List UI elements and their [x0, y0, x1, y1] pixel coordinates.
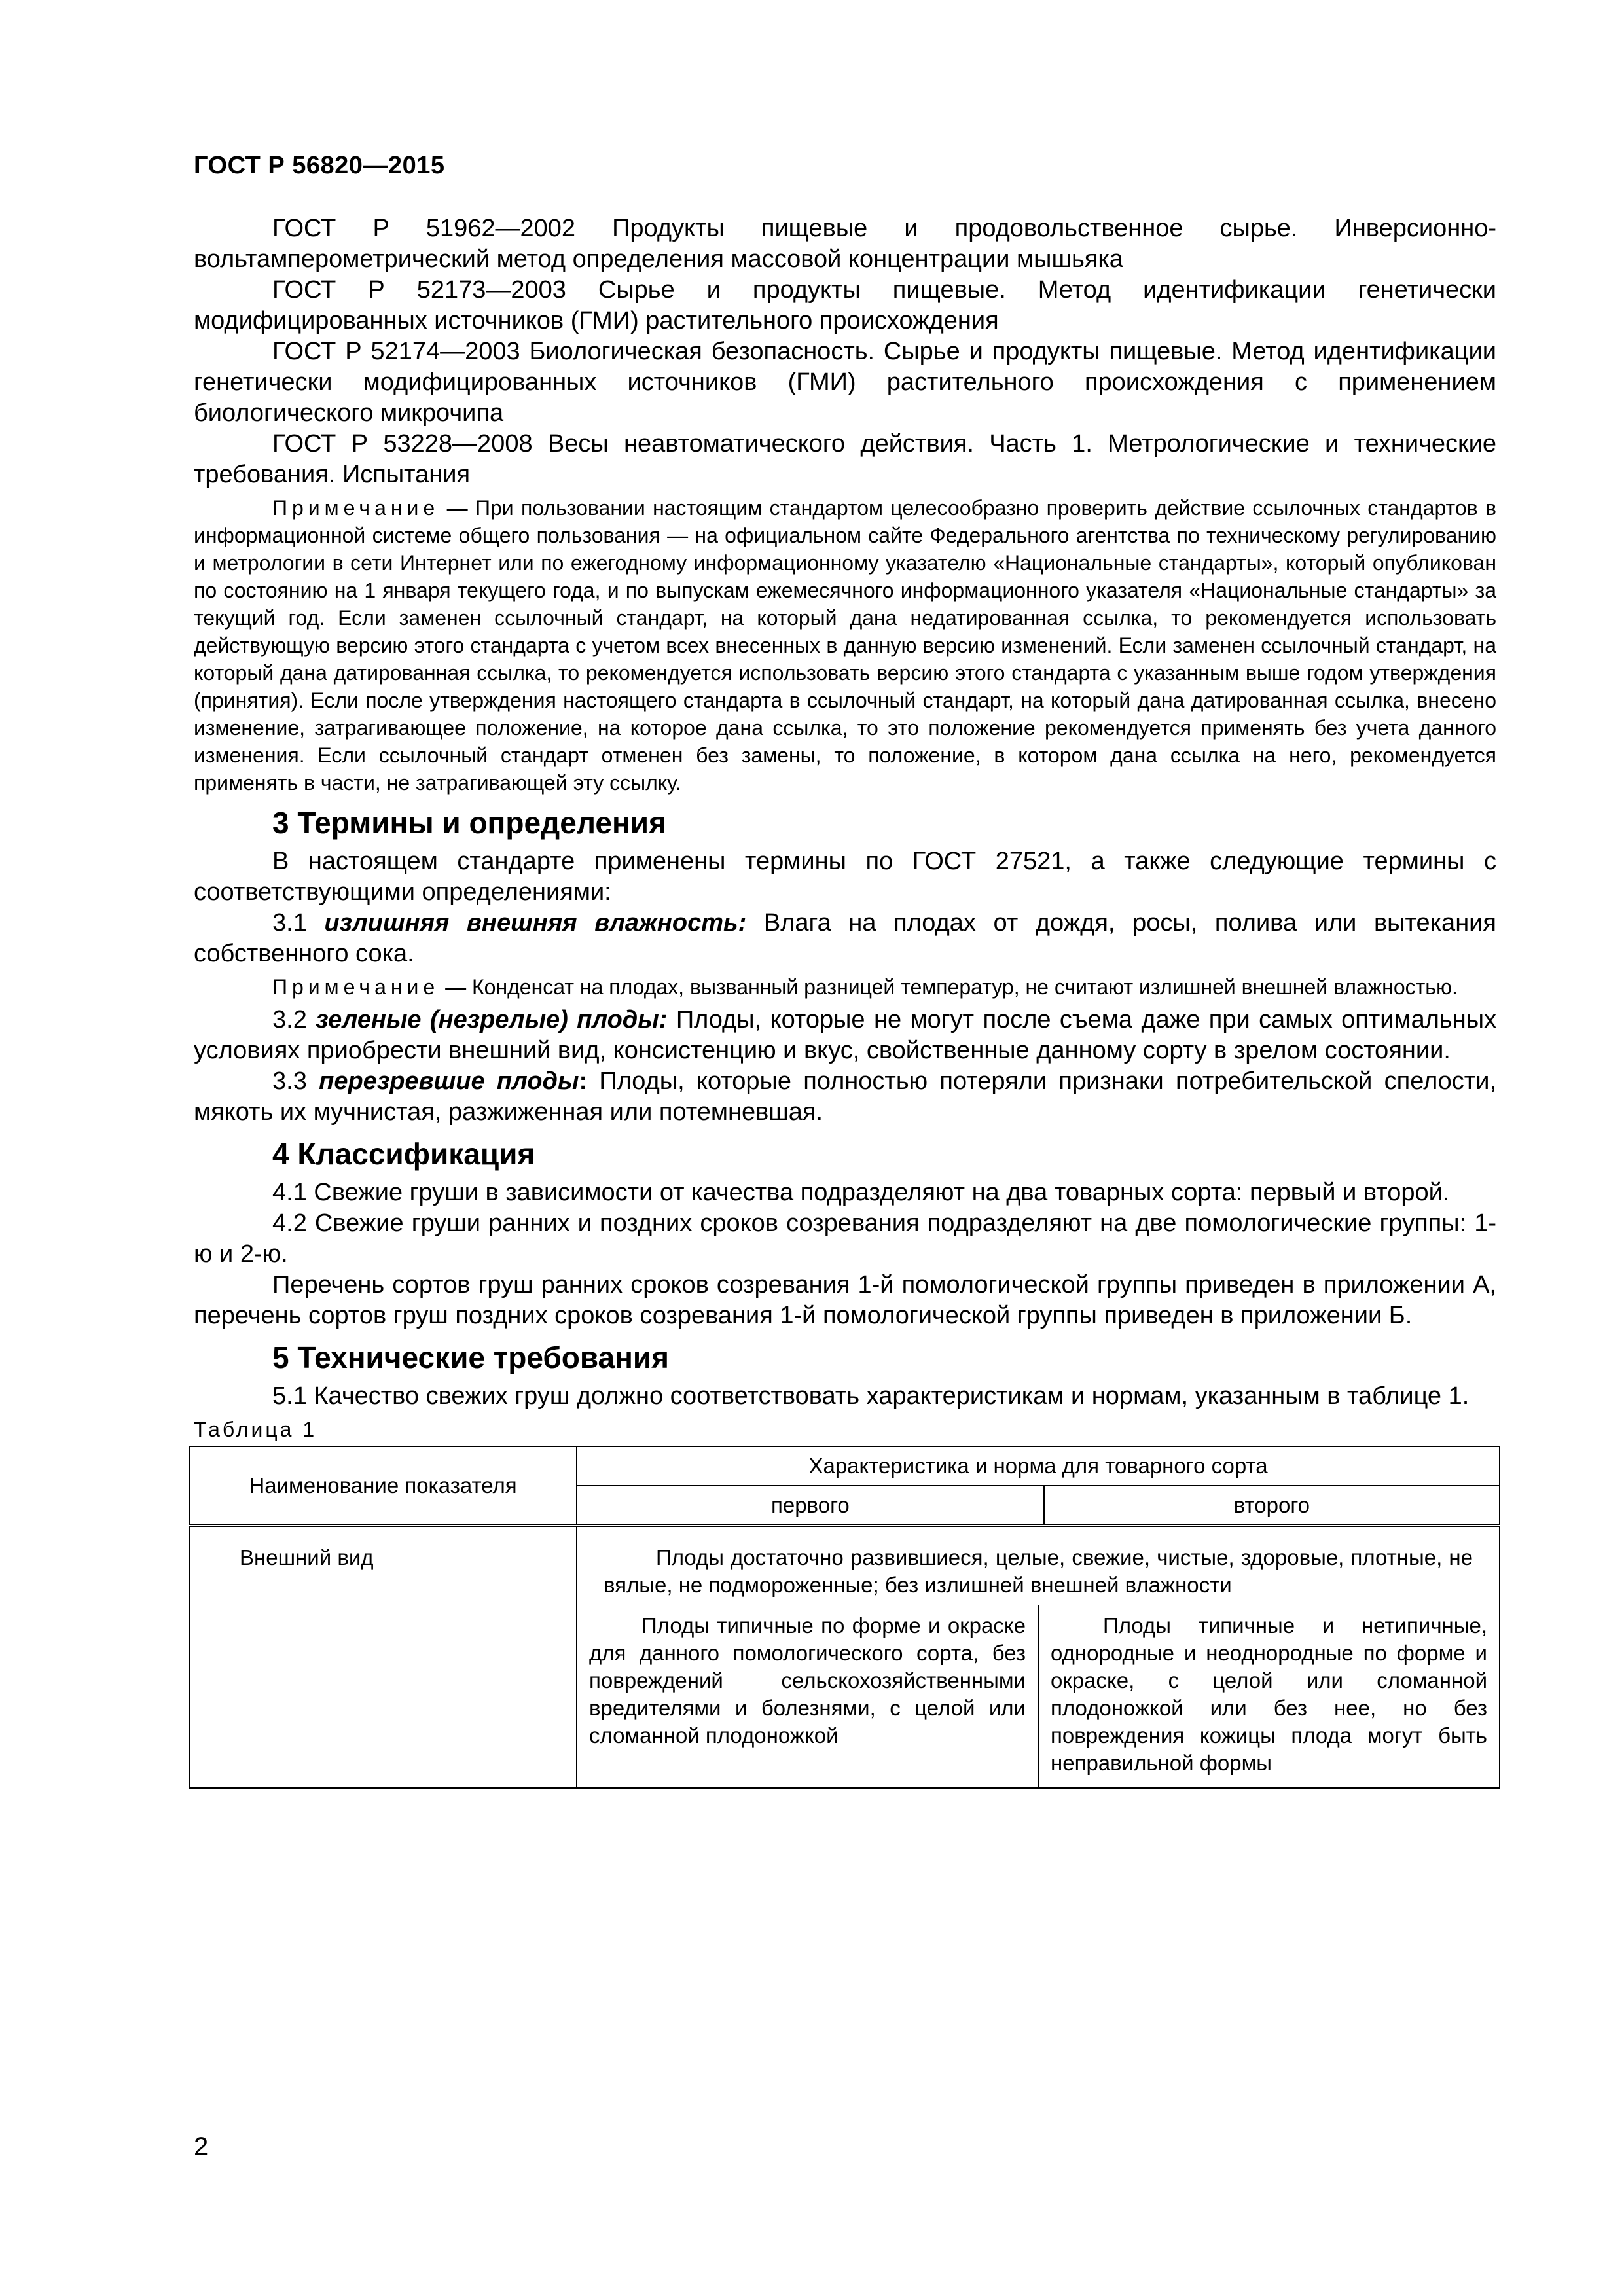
term-name: зеленые (незрелые) плоды:: [316, 1006, 668, 1033]
term-3-3: [194, 1066, 1496, 1128]
norm-split-row: [577, 1605, 1499, 1787]
references-note: [194, 494, 1496, 797]
term-number: 3.2: [272, 1006, 316, 1033]
document-body: [194, 213, 1496, 1789]
norm-split: [577, 1605, 1499, 1787]
term-name: излишняя внешняя влажность:: [324, 909, 747, 937]
norm-common: Плоды достаточно развившиеся, целые, свежие, чистые, здоровые, плотные, не вялые, не подмороженные; без излишней внешней влажности: [604, 1545, 1473, 1597]
reference-item: ГОСТ Р 52173—2003 Сырье и продукты пищевые. Метод идентификации генетически модифицированных источников (ГМИ) растительного происхождения: [194, 276, 1496, 334]
term-number: 3.1: [272, 909, 325, 937]
term-colon: :: [579, 1067, 588, 1095]
standard-header: ГОСТ Р 56820—2015: [194, 152, 445, 179]
section-3-title: 3 Термины и определения: [272, 806, 666, 840]
reference-item: ГОСТ Р 52174—2003 Биологическая безопасность. Сырье и продукты пищевые. Метод идентификации генетически модифицированных источников (ГМИ) растительного происхождения с применением биологического микрочипа: [194, 338, 1496, 427]
paragraph-4-2: 4.2 Свежие груши ранних и поздних сроков созревания подразделяют на две помологические группы: 1-ю и 2-ю.: [194, 1210, 1496, 1268]
page-number: 2: [194, 2132, 209, 2161]
norm-second-grade: Плоды типичные и нетипичные, однородные и неоднородные по форме и окраске, с целой или сломанной плодоножкой или без нее, но без повреждения кожицы плода могут быть неправильной формы: [1051, 1613, 1487, 1775]
reference-item: ГОСТ Р 53228—2008 Весы неавтоматического действия. Часть 1. Метрологические и технические требования. Испытания: [194, 430, 1496, 488]
indicator-cell: Внешний вид: [189, 1526, 577, 1788]
term-3-1: [194, 908, 1496, 969]
paragraph-5-1: 5.1 Качество свежих груш должно соответствовать характеристикам и нормам, указанным в таблице 1.: [272, 1382, 1470, 1410]
norm-cell: [577, 1526, 1500, 1788]
header-grade-second: второго: [1044, 1486, 1500, 1526]
section-5-title: 5 Технические требования: [272, 1340, 669, 1374]
term-definition: Плоды, которые полностью потеряли признаки потребительской спелости, мякоть их мучнистая, разжиженная или потемневшая.: [194, 1067, 1496, 1126]
header-indicator: Наименование показателя: [189, 1446, 577, 1526]
term-name: перезревшие плоды: [319, 1067, 579, 1095]
norm-first-grade: Плоды типичные по форме и окраске для данного помологического сорта, без повреждений сельскохозяйственными вредителями и болезнями, с целой или сломанной плодоножкой: [577, 1605, 1038, 1787]
term-3-2: [194, 1005, 1496, 1066]
note-text: — При пользовании настоящим стандартом целесообразно проверить действие ссылочных стандартов в информационной системе общего пользования — на официальном сайте Федерального агентства по техническому регулированию и метрологии в сети Интернет или по ежегодному информационному указателю «Национальные стандарты», который опубликован по состоянию на 1 января текущего года, и по выпускам ежемесячного информационного указателя «Национальные стандарты» за текущий год. Если заменен ссылочный стандарт, на который дана недатированная ссылка, то рекомендуется использовать действующую версию этого стандарта с учетом всех внесенных в данную версию изменений. Если заменен ссылочный стандарт, на который дана датированная ссылка, то рекомендуется использовать версию этого стандарта с указанным выше годом утверждения (принятия). Если после утверждения настоящего стандарта в ссылочный стандарт, на который дана датированная ссылка, внесено изменение, затрагивающее положение, на которое дана ссылка, то это положение рекомендуется применять без учета данного изменения. Если ссылочный стандарт отменен без замены, то положение, в котором дана ссылка на него, рекомендуется применять в части, не затрагивающей эту ссылку.: [194, 496, 1496, 795]
table-header-row: [189, 1446, 1500, 1486]
note-text: — Конденсат на плодах, вызванный разницей температур, не считают излишней внешней влажностью.: [439, 975, 1458, 999]
header-group: Характеристика и норма для товарного сорта: [577, 1446, 1500, 1486]
reference-item: ГОСТ Р 51962—2002 Продукты пищевые и продовольственное сырье. Инверсионно-вольтамперометрический метод определения массовой концентрации мышьяка: [194, 215, 1496, 273]
paragraph-4-1: 4.1 Свежие груши в зависимости от качества подразделяют на два товарных сорта: первый и второй.: [272, 1179, 1450, 1206]
requirements-table: [189, 1446, 1500, 1789]
term-number: 3.3: [272, 1067, 319, 1095]
term-3-1-note: [194, 973, 1496, 1001]
note-label: Примечание: [272, 496, 440, 520]
note-label: Примечание: [272, 975, 440, 999]
section-4-title: 4 Классификация: [272, 1137, 535, 1171]
header-grade-first: первого: [577, 1486, 1044, 1526]
term-definition: Плоды, которые не могут после съема даже при самых оптимальных условиях приобрести внешний вид, консистенцию и вкус, свойственные данному сорту в зрелом состоянии.: [194, 1006, 1497, 1064]
term-definition: Влага на плодах от дождя, росы, полива или вытекания собственного сока.: [194, 909, 1496, 967]
table-caption: Таблица 1: [194, 1418, 317, 1441]
table-row: [189, 1526, 1500, 1788]
section-3-intro: В настоящем стандарте применены термины по ГОСТ 27521, а также следующие термины с соответствующими определениями:: [194, 848, 1496, 906]
paragraph-4-3: Перечень сортов груш ранних сроков созревания 1-й помологической группы приведен в приложении А, перечень сортов груш поздних сроков созревания 1-й помологической группы приведен в приложении Б.: [194, 1271, 1496, 1329]
